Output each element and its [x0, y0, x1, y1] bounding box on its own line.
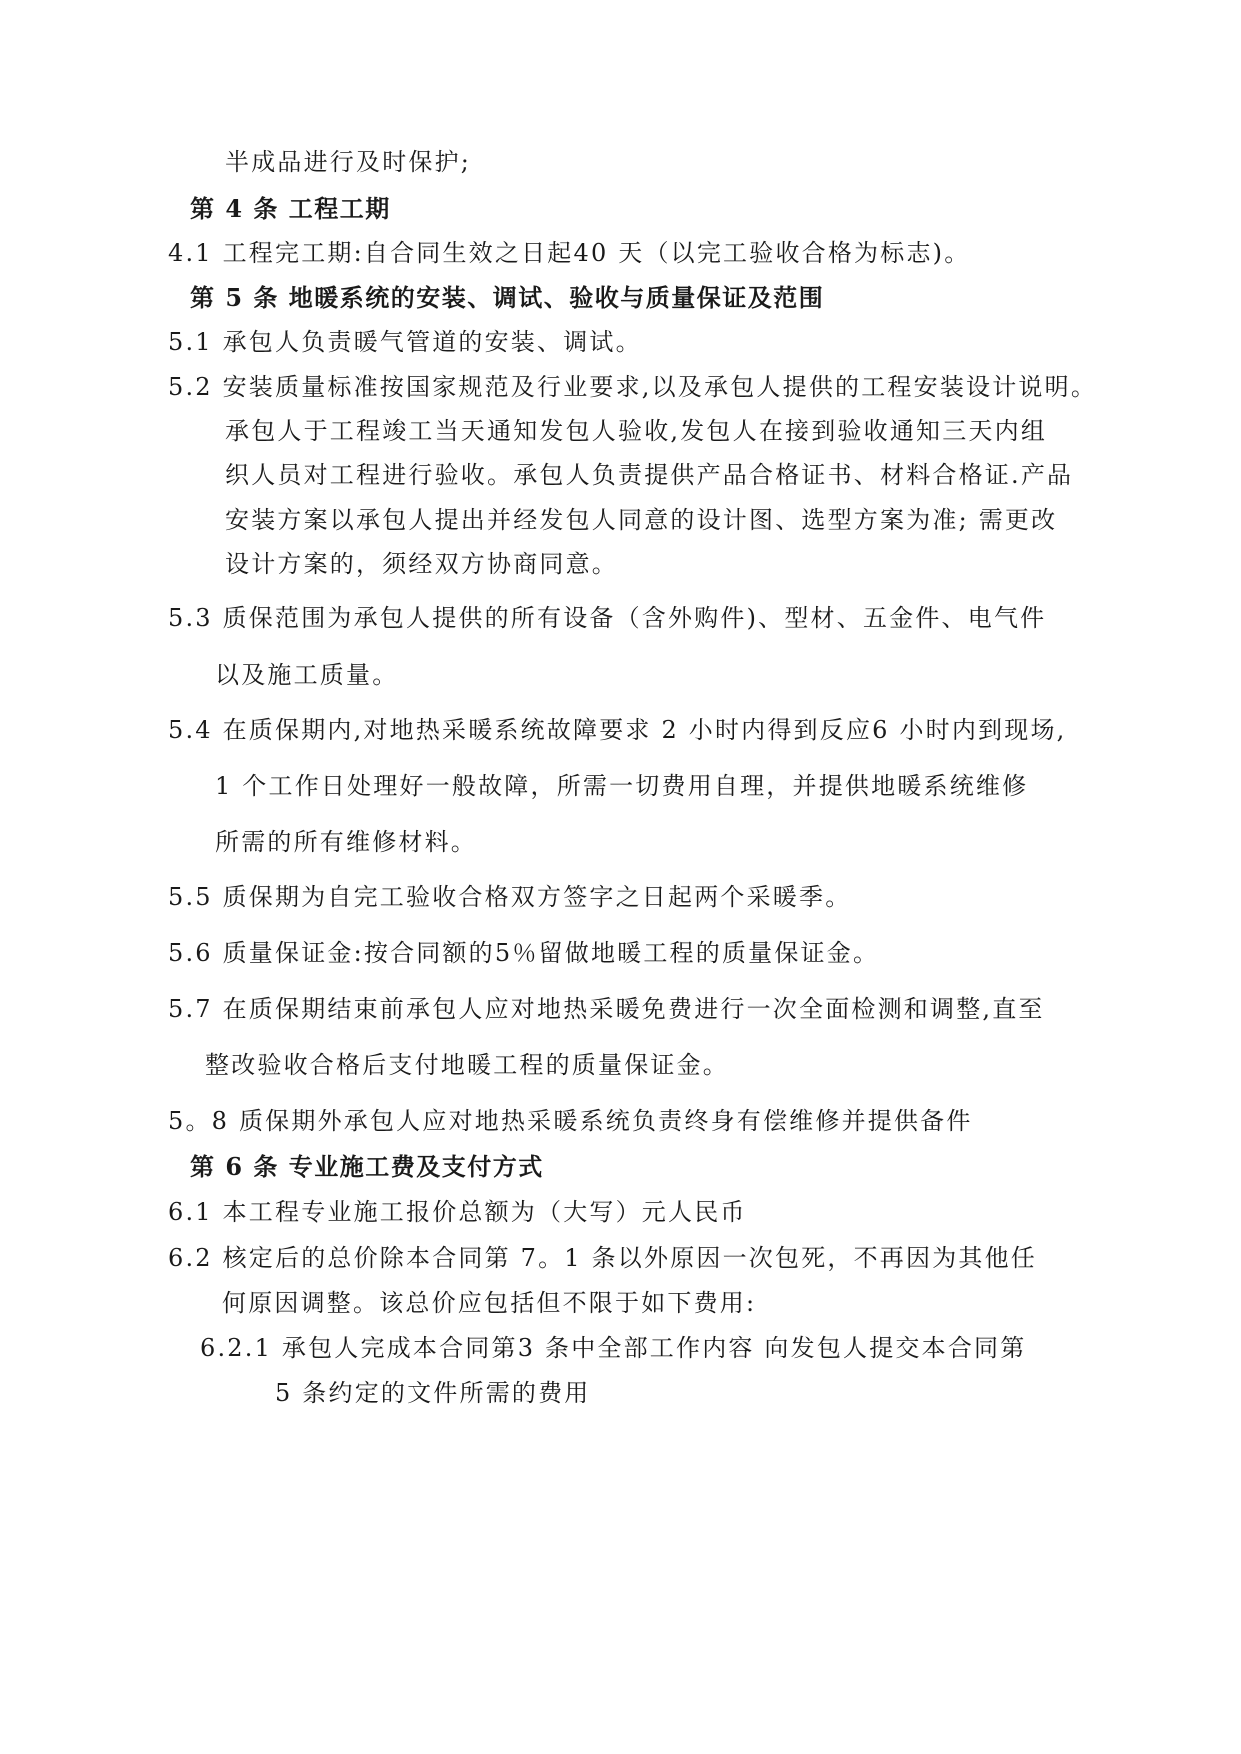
clause-5-4: 5.4 在质保期内,对地热采暖系统故障要求 2 小时内得到反应6 小时内到现场, [168, 716, 1067, 744]
clause-6-1: 6.1 本工程专业施工报价总额为（大写）元人民币 [168, 1198, 747, 1226]
section-heading-5: 第 5 条 地暖系统的安装、调试、验收与质量保证及范围 [190, 283, 825, 312]
clause-6-2: 6.2 核定后的总价除本合同第 7。1 条以外原因一次包死，不再因为其他任 [168, 1244, 1037, 1272]
clause-5-3: 5.3 质保范围为承包人提供的所有设备（含外购件)、型材、五金件、电气件 [168, 604, 1047, 632]
clause-5-1: 5.1 承包人负责暖气管道的安装、调试。 [168, 328, 642, 356]
clause-5-6: 5.6 质量保证金:按合同额的5％留做地暖工程的质量保证金。 [168, 939, 880, 967]
text-line: 5 条约定的文件所需的费用 [275, 1379, 591, 1407]
text-line: 整改验收合格后支付地暖工程的质量保证金。 [205, 1051, 729, 1079]
clause-4-1: 4.1 工程完工期:自合同生效之日起40 天（以完工验收合格为标志)。 [168, 239, 971, 267]
text-line: 1 个工作日处理好一般故障，所需一切费用自理，并提供地暖系统维修 [215, 772, 1029, 800]
text-line: 织人员对工程进行验收。承包人负责提供产品合格证书、材料合格证.产品 [225, 461, 1074, 489]
clause-6-2-1: 6.2.1 承包人完成本合同第3 条中全部工作内容 向发包人提交本合同第 [200, 1334, 1027, 1362]
text-line: 承包人于工程竣工当天通知发包人验收,发包人在接到验收通知三天内组 [225, 417, 1048, 445]
clause-5-5: 5.5 质保期为自完工验收合格双方签字之日起两个采暖季。 [168, 883, 852, 911]
section-heading-4: 第 4 条 工程工期 [190, 194, 391, 223]
text-line: 安装方案以承包人提出并经发包人同意的设计图、选型方案为准; 需更改 [225, 506, 1058, 534]
text-line: 何原因调整。该总价应包括但不限于如下费用: [222, 1289, 757, 1317]
section-heading-6: 第 6 条 专业施工费及支付方式 [190, 1152, 544, 1181]
text-line: 所需的所有维修材料。 [215, 828, 477, 856]
clause-5-2: 5.2 安装质量标准按国家规范及行业要求,以及承包人提供的工程安装设计说明。 [168, 373, 1098, 401]
text-line: 半成品进行及时保护; [225, 148, 472, 176]
clause-5-8: 5。8 质保期外承包人应对地热采暖系统负责终身有偿维修并提供备件 [168, 1107, 973, 1135]
text-line: 以及施工质量。 [215, 661, 399, 689]
text-line: 设计方案的，须经双方协商同意。 [225, 550, 618, 578]
clause-5-7: 5.7 在质保期结束前承包人应对地热采暖免费进行一次全面检测和调整,直至 [168, 995, 1045, 1023]
